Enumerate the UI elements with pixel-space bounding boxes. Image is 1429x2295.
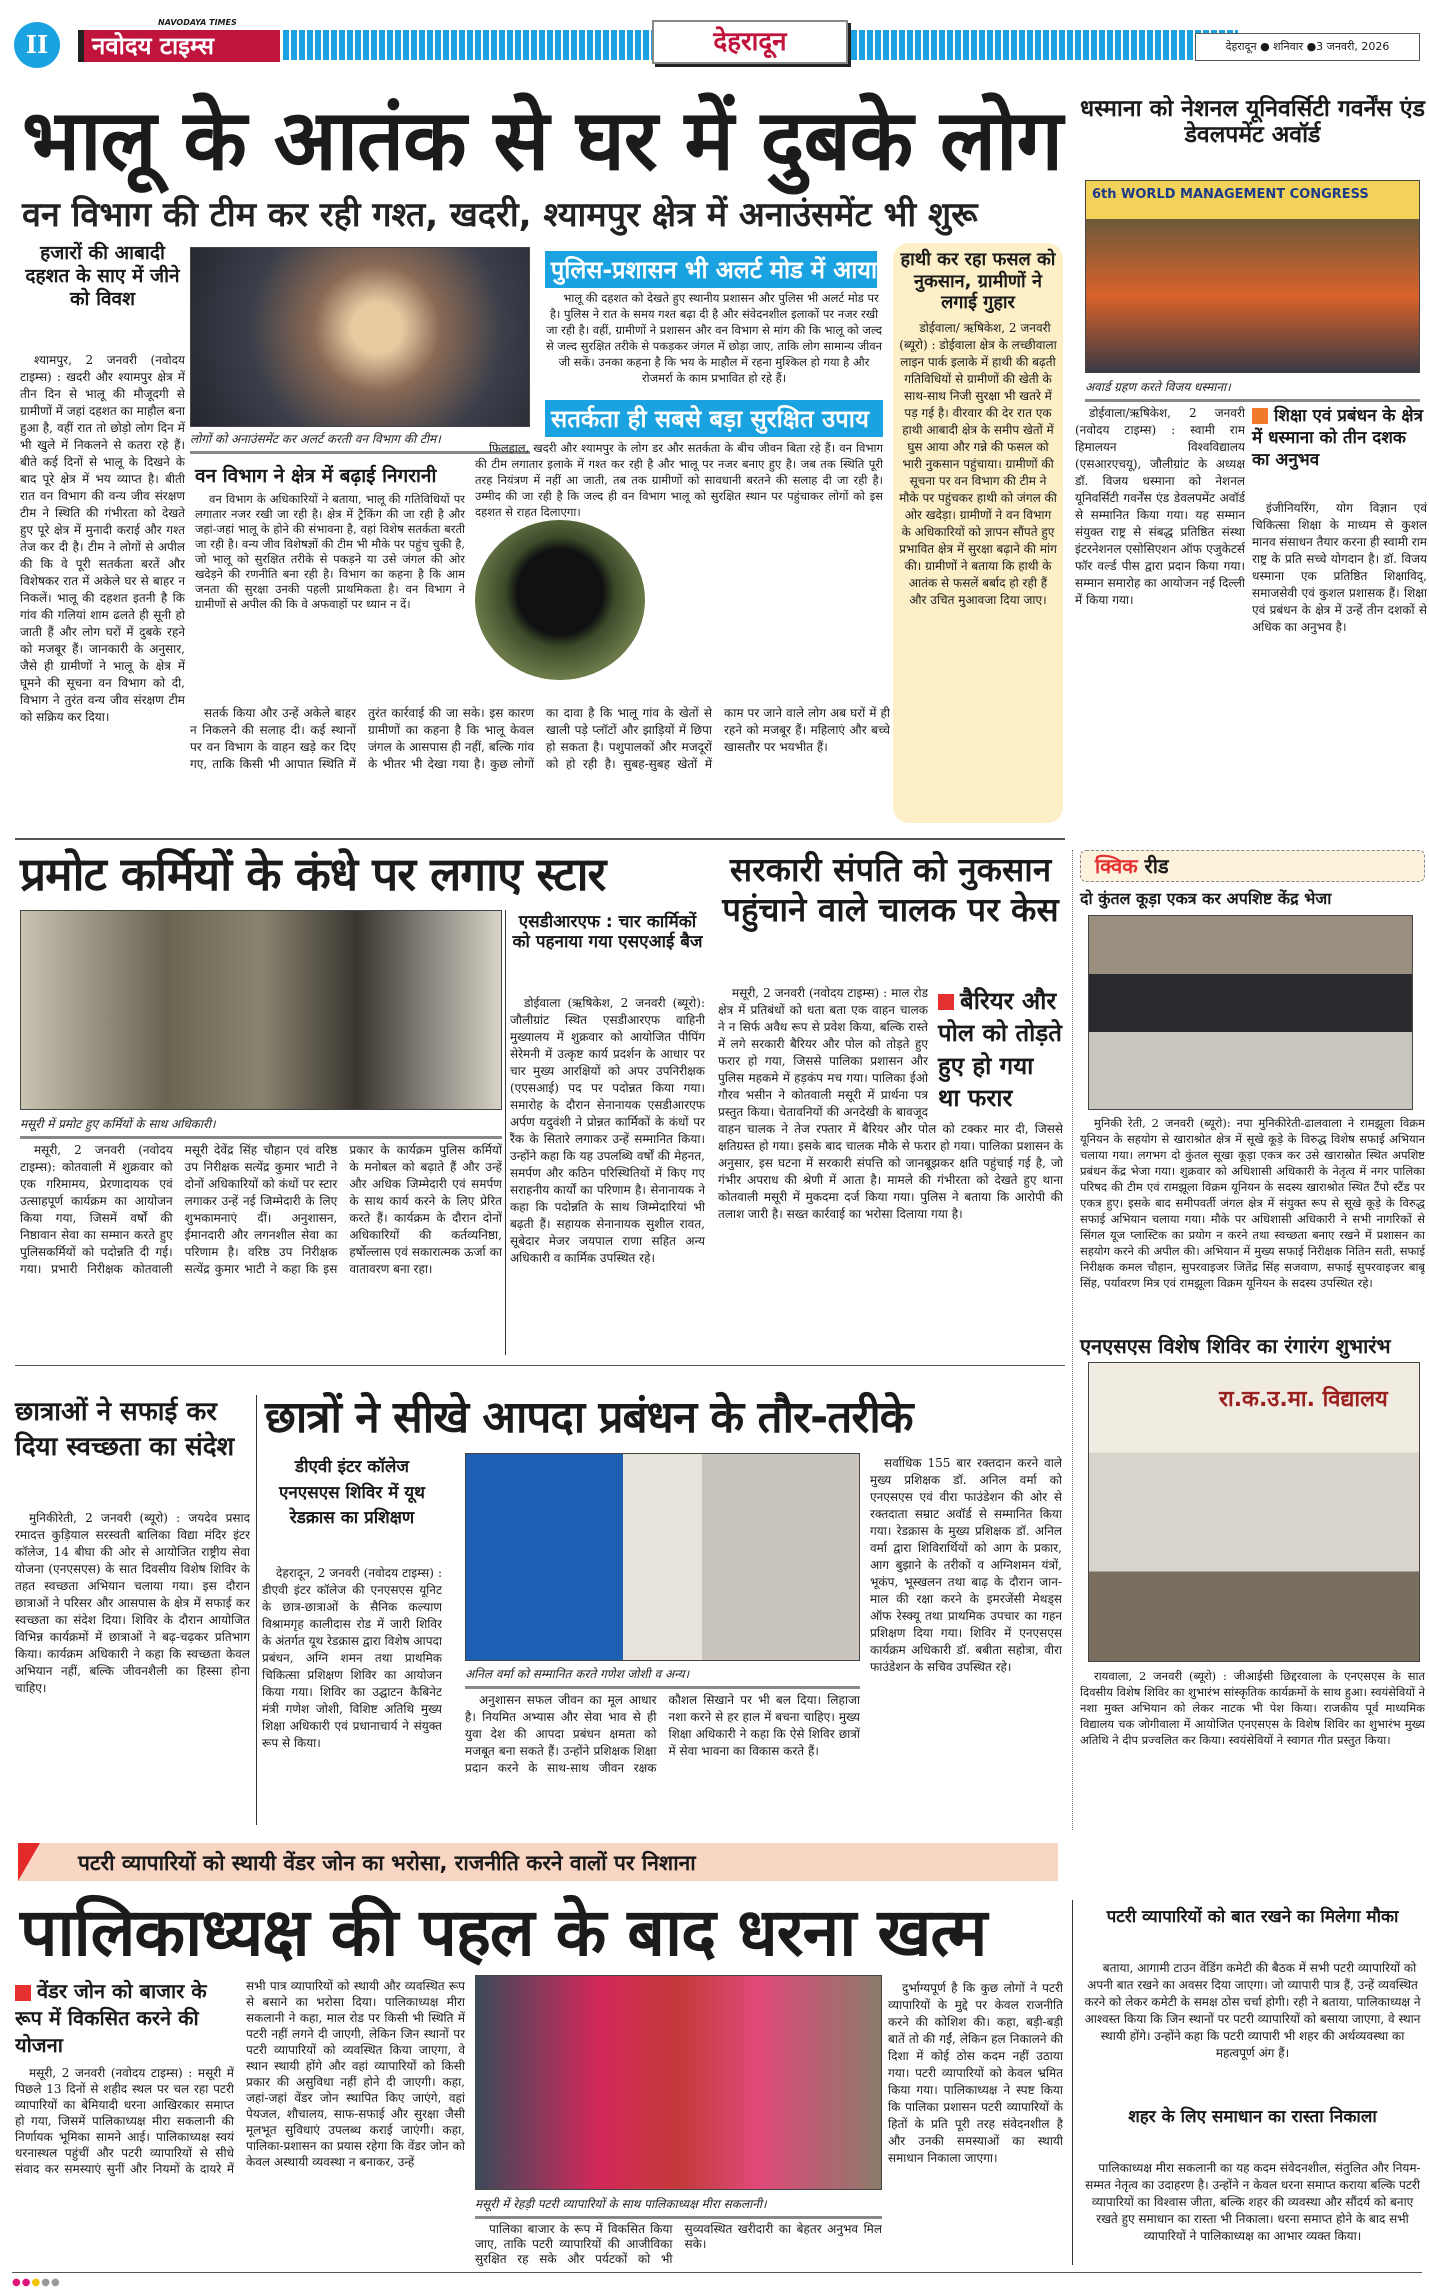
disaster-caption: अनिल वर्मा को सम्मानित करते गणेश जोशी व अन्य। <box>465 1665 860 1689</box>
main-subheadline: वन विभाग की टीम कर रही गश्त, खदरी, श्यामपुर क्षेत्र में अनाउंसमेंट भी शुरू <box>22 195 978 235</box>
award-caption: अवार्ड ग्रहण करते विजय धस्माना। <box>1085 378 1420 402</box>
elephant-box <box>893 243 1063 823</box>
vendor-banner <box>18 1843 1058 1881</box>
bear-photo <box>475 520 645 680</box>
girls-body: मुनिकीरेती, 2 जनवरी (ब्यूरो) : जयदेव प्रसाद रमादत्त कुड़ियाल सरस्वती बालिका विद्या मंदिर इंटर कॉलेज, 14 बीघा की ओर से आयोजित राष्ट्रीय सेवा योजना (एनएसएस) के सात दिवसीय विशेष शिविर के तहत स्वच्छता अभियान चलाया गया। इस दौरान छात्राओं ने परिसर और आसपास के क्षेत्र में सफाई कर स्वच्छता का संदेश दिया। शिविर के दौरान आयोजित विभिन्न कार्यक्रमों में छात्राओं ने बढ़-चढ़कर प्रतिभाग किया। कार्यक्रम अधिकारी ने कहा कि स्वच्छता केवल अभियान नहीं, बल्कि जीवनशैली का हिस्सा होना चाहिए। <box>15 1511 250 1695</box>
elephant-head: हाथी कर रहा फसल को नुकसान, ग्रामीणों ने लगाई गुहार <box>900 249 1056 314</box>
promote-body: मसूरी, 2 जनवरी (नवोदय टाइम्स): कोतवाली में शुक्रवार को एक गरिमामय, प्रेरणादायक एवं उत्साहपूर्ण कार्यक्रम का आयोजन किया गया, जिसमें वर्षों की निष्ठावान सेवा का सम्मान करते हुए पुलिसकर्मियों को पदोन्नति दी गई। गया। प्रभारी निरीक्षक कोतवाली मसूरी देवेंद्र सिंह चौहान एवं वरिष्ठ उप निरीक्षक सत्येंद्र कुमार भाटी ने दोनों अधिकारियों को कंधों पर स्टार लगाकर उन्हें नई जिम्मेदारी के लिए शुभकामनाएं दीं। अनुशासन, ईमानदारी और लगनशील सेवा का परिणाम है। वरिष्ठ उप निरीक्षक सत्येंद्र कुमार भाटी ने कहा कि इस प्रकार के कार्यक्रम पुलिस कर्मियों के मनोबल को बढ़ाते हैं और उन्हें और अधिक जिम्मेदारी एवं समर्पण के साथ कार्य करने के लिए प्रेरित करते हैं। कार्यक्रम के दौरान दोनों अधिकारियों की कर्तव्यनिष्ठा, हर्षोल्लास एवं सकारात्मक ऊर्जा का वातावरण बना रहा। <box>20 1143 502 1276</box>
caution-head: सतर्कता ही सबसे बड़ा सुरक्षित उपाय <box>545 400 883 437</box>
forest-head: वन विभाग ने क्षेत्र में बढ़ाई निगरानी <box>195 465 437 487</box>
driver-body: बैरियर और पोल को तोड़ते हुए हो गया था फरार मसूरी, 2 जनवरी (नवोदय टाइम्स) : माल रोड क्षेत्र में प्रतिबंधों को धता बता एक वाहन चालक ने न सिर्फ अवैध रूप से प्रवेश किया, बल्कि रास्ते में लगे सरकारी बैरियर और पोल को तोड़ते हुए फरार हो गया, जिससे पालिका प्रशासन और पुलिस महकमे में हड़कंप मच गया। पालिका ईओ गौरव भसीन ने कोतवाली मसूरी में प्रार्थना पत्र प्रस्तुत किया। चेतावनियों की अनदेखी के बावजूद वाहन चालक ने तेज रफ्तार में बैरियर और पोल को टक्कर मार दी, जिससे क्षतिग्रस्त हो गया। इसके बाद चालक मौके से फरार हो गया। पालिका प्रशासन के अनुसार, इस घटना में सरकारी संपत्ति को जानबूझकर क्षति पहुंचाई गई है, जो गंभीर अपराध की श्रेणी में आता है। मामले की गंभीरता को देखते हुए थाना कोतवाली मसूरी में मुकदमा दर्ज किया गया। पुलिस ने बताया कि आरोपी की तलाश जारी है। सख्त कार्रवाई का भरोसा दिलाया गया है। <box>718 986 1063 1221</box>
quick-read-head: दो कुंतल कूड़ा एकत्र कर अपशिष्ट केंद्र भेजा <box>1080 889 1332 908</box>
elephant-body: डोईवाला/ ऋषिकेश, 2 जनवरी (ब्यूरो) : डोईवाला क्षेत्र के लच्छीवाला लाइन पार्क इलाके में हाथी की बढ़ती गतिविधियों से ग्रामीणों की खेती के साथ-साथ निजी सुरक्षा भी खतरे में पड़ गई है। वीरवार की देर रात एक हाथी आबादी क्षेत्र के समीप खेतों में घुस आया और गन्ने की फसल को भारी नुकसान पहुंचाया। ग्रामीणों की सूचना पर वन विभाग की टीम ने मौके पर पहुंचकर हाथी को जंगल की ओर खदेड़ा। ग्रामीणों ने वन विभाग के अधिकारियों को ज्ञापन सौंपते हुए प्रभावित क्षेत्र में सुरक्षा बढ़ाने की मांग की। ग्रामीणों ने बताया कि हाथी के आतंक से फसलें बर्बाद हो रही हैं और उचित मुआवजा दिया जाए। <box>899 320 1057 607</box>
sdrf-body: डोईवाला (ऋषिकेश, 2 जनवरी (ब्यूरो): जौलीग्रांट स्थित एसडीआरएफ वाहिनी मुख्यालय में शुक्रवार को आयोजित पीपिंग सेरेमनी में उत्कृष्ट कार्य प्रदर्शन के आधार पर चार मुख्य आरक्षियों को अपर उपनिरीक्षक (एएसआई) पद पर पदोन्नत किया गया। समारोह के दौरान सेनानायक एसडीआरएफ अर्पण यदुवंशी ने प्रोन्नत कार्मिकों के कंधों पर रैंक के सितारे लगाकर उन्हें सम्मानित किया। उन्होंने कहा कि यह उपलब्धि वर्षों की मेहनत, समर्पण और कठिन परिस्थितियों में किए गए सराहनीय कार्यों का परिणाम है। सेनानायक ने कहा कि पदोन्नति के साथ जिम्मेदारियां भी बढ़ती हैं। सहायक सेनानायक सुशील रावत, सूबेदार मेजर जयपाल राणा सहित अन्य अधिकारी व कार्मिक उपस्थित रहे। <box>510 996 705 1265</box>
page-number-badge: II <box>14 22 60 68</box>
vendor-side-head: पटरी व्यापारियों को बात रखने का मिलेगा मौका <box>1106 1907 1399 1927</box>
quick-read-label: रीड <box>1144 854 1169 878</box>
banner-red-triangle <box>18 1843 40 1881</box>
disaster-body: देहरादून, 2 जनवरी (नवोदय टाइम्स) : डीएवी इंटर कॉलेज की एनएसएस यूनिट के छात्र-छात्राओं के सैनिक कल्याण विश्रामगृह कालीदास रोड में जारी शिविर के अंतर्गत यूथ रेडक्रास द्वारा विशेष आपदा प्रबंधन, अग्नि शमन तथा प्राथमिक चिकित्सा प्रशिक्षण शिविर का आयोजन किया गया। शिविर का उद्घाटन कैबिनेट मंत्री गणेश जोशी, विशिष्ट अतिथि मुख्य शिक्षा अधिकारी एवं प्रधानाचार्य ने संयुक्त रूप से किया। <box>262 1566 442 1750</box>
vendor-headline: पालिकाध्यक्ष की पहल के बाद धरना खत्म <box>20 1894 987 1971</box>
school-sign: रा.क.उ.मा. विद्यालय <box>1219 1387 1388 1412</box>
footer-rule <box>12 2272 1422 2273</box>
bear-side-body: श्यामपुर, 2 जनवरी (नवोदय टाइम्स) : खदरी और श्यामपुर क्षेत्र में तीन दिन से भालू की मौजूदगी से ग्रामीणों में जहां दहशत का माहौल बना हुआ है, वहीं रात तो छोड़ो लोग दिन में भी खुले में निकलने से कतरा रहे हैं। बीते कई दिनों से भालू के दिखने के बाद पूरे क्षेत्र में भय व्याप्त है। बीती रात वन विभाग की वन्य जीव संरक्षण टीम ने स्थिति की गंभीरता को देखते हुए पूरे क्षेत्र में मुनादी कराई और गश्त तेज कर दी है। टीम ने लोगों से अपील की कि वे पूरी सतर्कता बरतें और विशेषकर रात में अकेले घर से बाहर न निकलें। भालू की दहशत इतनी है कि गांव की गलियां शाम ढलते ही सूनी हो जाती हैं और लोग घरों में दुबके रहने को मजबूर हैं। जानकारी के अनुसार, जैसे ही ग्रामीणों ने भालू के क्षेत्र में घूमने की सूचना वन विभाग को दी, विभाग ने तुरंत वन्य जीव संरक्षण टीम को सक्रिय कर दिया। <box>20 353 185 724</box>
divider <box>15 1365 1065 1366</box>
quick-read-accent: क्विक <box>1095 854 1138 878</box>
disaster-photo <box>465 1453 860 1661</box>
forest-team-photo-caption: लोगों को अनाउंसमेंट कर अलर्ट करती वन विभाग की टीम। <box>190 430 530 454</box>
quick-read-box <box>1080 850 1425 882</box>
girls-head: छात्राओं ने सफाई कर दिया स्वच्छता का संदेश <box>15 1397 235 1463</box>
sdrf-head: एसडीआरएफ : चार कार्मिकों को पहनाया गया एसएआई बैज <box>512 912 703 953</box>
promote-photo <box>20 910 502 1110</box>
forest-team-photo <box>190 247 530 427</box>
driver-pullquote: बैरियर और पोल को तोड़ते हुए हो गया था फरार <box>938 987 1062 1113</box>
vendor-caption: मसूरी में रेहड़ी पटरी व्यापारियों के साथ पालिकाध्यक्ष मीरा सकलानी। <box>475 2195 882 2219</box>
nss-head: एनएसएस विशेष शिविर का रंगारंग शुभारंभ <box>1080 1334 1391 1358</box>
column-rule <box>256 1395 257 1825</box>
column-rule <box>505 910 506 1355</box>
dateline: देहरादून ● शनिवार ●3 जनवरी, 2026 <box>1195 33 1420 61</box>
registration-dots: ●●●●● <box>12 2277 61 2288</box>
main-headline: भालू के आतंक से घर में दुबके लोग <box>22 91 1062 189</box>
disaster-body2: सर्वाधिक 155 बार रक्तदान करने वाले मुख्य प्रशिक्षक डॉ. अनिल वर्मा को एनएसएस एवं वीरा फाउंडेशन की ओर से रक्तदाता सम्राट अवॉर्ड से सम्मानित किया गया। रेडक्रास के मुख्य प्रशिक्षक डॉ. अनिल वर्मा द्वारा शिविरार्थियों को आग के प्रकार, आग बुझाने के तरीकों व अग्निशमन यंत्रों, भूकंप, भूस्खलन तथा बाढ़ के दौरान जान-माल की रक्षा करने के इमरजेंसी मेथड्स ऑफ रेस्क्यू तथा प्राथमिक उपचार का गहन प्रशिक्षण दिया गया। शिविर में एनएसएस कार्यक्रम अधिकारी डॉ. बबीता सहोत्रा, वीरा फाउंडेशन के सचिव उपस्थित रहे। <box>870 1456 1062 1674</box>
vendor-side-head2: शहर के लिए समाधान का रास्ता निकाला <box>1128 2107 1377 2127</box>
vendor-pullquote: वेंडर जोन को बाजार के रूप में विकसित करने की योजना <box>15 1979 207 2057</box>
forest-body: वन विभाग के अधिकारियों ने बताया, भालू की गतिविधियों पर लगातार नजर रखी जा रही है। क्षेत्र में ट्रैकिंग की जा रही है और जहां-जहां भालू के होने की संभावना है, वहां विशेष सतर्कता बरती जा रही है। वन्य जीव विशेषज्ञों की टीम भी मौके पर पहुंच चुकी है, जो भालू को सुरक्षित तरीके से पकड़ने या उसे जंगल की ओर खदेड़ने की रणनीति बना रही है। विभाग का कहना है कि आम जनता की सुरक्षा उनकी पहली प्राथमिकता है। वन विभाग ने ग्रामीणों से अपील की कि वे अफवाहों पर ध्यान न दें। <box>195 492 465 611</box>
police-body: भालू की दहशत को देखते हुए स्थानीय प्रशासन और पुलिस भी अलर्ट मोड पर है। पुलिस ने रात के समय गश्त बढ़ा दी है और संवेदनशील इलाकों पर नजर रखी जा रही है। वहीं, ग्रामीणों ने प्रशासन और वन विभाग से मांग की कि भालू को जल्द से जल्द सुरक्षित तरीके से पकड़कर जंगल में छोड़ा जाए, ताकि लोग सामान्य जीवन जी सकें। उनका कहना है कि भय के माहौल में रहना मुश्किल हो गया है और रोजमर्रा के काम प्रभावित हो रहे हैं। <box>545 291 883 385</box>
nss-photo <box>1088 1362 1420 1662</box>
divider <box>15 838 1065 840</box>
disaster-subhead: डीएवी इंटर कॉलेज एनएसएस शिविर में यूथ रेडक्रास का प्रशिक्षण <box>278 1457 426 1528</box>
vendor-photo <box>475 1975 882 2190</box>
column-rule <box>1072 1900 1073 2265</box>
dhasmana-body2: इंजीनियरिंग, योग विज्ञान एवं चिकित्सा शिक्षा के माध्यम से कुशल मानव संसाधन तैयार करना ही स्वामी राम राष्ट्र के प्रति सच्चे योगदान है। डॉ. विजय धस्माना एक प्रतिष्ठित शिक्षाविद्, समाजसेवी एवं कुशल प्रशासक हैं। शिक्षा एवं प्रबंधन के क्षेत्र में उन्हें तीन दशकों से अधिक का अनुभव है। <box>1252 501 1427 634</box>
award-banner-text: 6th WORLD MANAGEMENT CONGRESS <box>1092 187 1369 202</box>
promote-headline: प्रमोट कर्मियों के कंधे पर लगाए स्टार <box>20 847 606 901</box>
dhasmana-subhead: शिक्षा एवं प्रबंधन के क्षेत्र में धस्माना को तीन दशक का अनुभव <box>1252 406 1423 471</box>
promote-caption: मसूरी में प्रमोट हुए कर्मियों के साथ अधिकारी। <box>20 1115 502 1139</box>
nss-body: रायवाला, 2 जनवरी (ब्यूरो) : जीआईसी छिद्दरवाला के एनएसएस के सात दिवसीय विशेष शिविर का शुभारंभ सांस्कृतिक कार्यक्रमों के साथ हुआ। स्वयंसेवियों ने नशा मुक्त अभियान को लेकर नाटक भी पेश किया। राजकीय पूर्व माध्यमिक विद्यालय चक जोगीवाला में आयोजित एनएसएस के विशेष शिविर का शुभारंभ मुख्य अतिथि ने दीप प्रज्वलित कर किया। स्वयंसेवियों ने स्वागत गीत प्रस्तुत किया। <box>1080 1669 1425 1747</box>
caution-body: फिलहाल, खदरी और श्यामपुर के लोग डर और सतर्कता के बीच जीवन बिता रहे हैं। वन विभाग की टीम लगातार इलाके में गश्त कर रही है और भालू पर नजर बनाए हुए है। जब तक स्थिति पूरी तरह नियंत्रण में नहीं आ जाती, तब तक ग्रामीणों को सावधानी बरतने की सलाह दी जा रही है। उम्मीद की जा रही है कि जल्द ही वन विभाग भालू को सुरक्षित स्थान पर पहुंचाकर लोगों को इस दहशत से राहत दिलाएगा। <box>475 440 883 702</box>
driver-headline: सरकारी संपति को नुकसान पहुंचाने वाले चालक पर केस <box>722 850 1059 929</box>
vendor-body: वेंडर जोन को बाजार के रूप में विकसित करने की योजना मसूरी, 2 जनवरी (नवोदय टाइम्स) : मसूरी में पिछले 13 दिनों से शहीद स्थल पर चल रहा पटरी व्यापारियों का बेमियादी धरना आखिरकार समाप्त हो गया, जिसमें पालिकाध्यक्ष मीरा सकलानी की निर्णायक भूमिका सामने आई। पालिकाध्यक्ष स्वयं धरनास्थल पहुंचीं और पटरी व्यापारियों से सीधे संवाद कर समस्याएं सुनीं और नियमों के दायरे में सभी पात्र व्यापारियों को स्थायी और व्यवस्थित रूप से बसाने का भरोसा दिया। पालिकाध्यक्ष मीरा सकलानी ने कहा, माल रोड पर किसी भी स्थिति में पटरी नहीं लगने दी जाएगी, लेकिन जिन स्थानों पर पटरी व्यापारियों को व्यवस्थित किया जाएगा, वे स्थान स्थायी होंगे और वहां व्यापारियों को किसी प्रकार की असुविधा नहीं होने दी जाएगी। कहा, जहां-जहां वेंडर जोन स्थापित किए जाएंगे, वहां पेयजल, शौचालय, साफ-सफाई और सुरक्षा जैसी मूलभूत सुविधाएं उपलब्ध कराई जाएंगी। कहा, पालिका-प्रशासन का प्रयास रहेगा कि वेंडर जोन को केवल अस्थायी व्यवस्था न बनाकर, उन्हें <box>15 1979 465 2176</box>
award-photo <box>1085 180 1420 373</box>
bear-side-head: हजारों की आबादी दहशत के साए में जीने को विवश <box>25 242 180 310</box>
dhasmana-body: डोईवाला/ऋषिकेश, 2 जनवरी (नवोदय टाइम्स) : स्वामी राम हिमालयन विश्वविद्यालय (एसआरएचयू), जौलीग्रांट के अध्यक्ष डॉ. विजय धस्माना को नेशनल यूनिवर्सिटी गवर्नेंस एंड डेवलपमेंट अवॉर्ड से सम्मानित किया गया। यह सम्मान संयुक्त राष्ट्र से संबद्ध प्रतिष्ठित संस्था इंटरनेशनल एसोसिएशन ऑफ एजुकेटर्स फॉर वर्ल्ड पीस द्वारा प्रदान किया गया। सम्मान समारोह का आयोजन नई दिल्ली में किया गया। <box>1075 406 1245 607</box>
dhasmana-headline: धस्माना को नेशनल यूनिवर्सिटी गवर्नेंस एंड डेवलपमेंट अवॉर्ड <box>1080 96 1425 149</box>
section-label: देहरादून <box>652 20 848 64</box>
masthead-logo: नवोदय टाइम्स <box>78 30 280 62</box>
vendor-side-body2: पालिकाध्यक्ष मीरा सकलानी का यह कदम संवेदनशील, संतुलित और नियम-सम्मत नेतृत्व का उदाहरण है। उन्होंने न केवल धरना समाप्त कराया बल्कि पटरी व्यापारियों का विश्वास जीता, बल्कि शहर की व्यवस्था और सौंदर्य को बनाए रखते हुए समाधान का रास्ता भी निकाला। धरना समाप्त होने के बाद सभी व्यापारियों ने पालिकाध्यक्ष का आभार व्यक्त किया। <box>1085 2161 1421 2243</box>
vendor-banner-text: पटरी व्यापारियों को स्थायी वेंडर जोन का भरोसा, राजनीति करने वालों पर निशाना <box>78 1851 696 1875</box>
police-head: पुलिस-प्रशासन भी अलर्ट मोड में आया <box>545 251 877 288</box>
bear-lower-body: सतर्क किया और उन्हें अकेले बाहर न निकलने की सलाह दी। कई स्थानों पर वन विभाग के वाहन खड़े कर दिए गए, ताकि किसी भी आपात स्थिति में तुरंत कार्रवाई की जा सके। इस कारण ग्रामीणों का कहना है कि भालू केवल जंगल के आसपास ही नहीं, बल्कि गांव के भीतर भी देखा गया है। कुछ लोगों का दावा है कि भालू गांव के खेतों से खाली पड़े प्लॉटों और झाड़ियों में छिपा हो सकता है। पशुपालकों और मजदूरों को हो रही है। सुबह-सुबह खेतों में काम पर जाने वाले लोग अब घरों में ही रहने को मजबूर हैं। महिलाएं और बच्चे खासतौर पर भयभीत हैं। <box>190 706 890 771</box>
vendor-body-right: दुर्भाग्यपूर्ण है कि कुछ लोगों ने पटरी व्यापारियों के मुद्दे पर केवल राजनीति करने की कोशिश की। कहा, बड़ी-बड़ी बातें तो की गईं, लेकिन हल निकालने की दिशा में कोई ठोस कदम नहीं उठाया गया। पटरी व्यापारियों को केवल भ्रमित किया गया। पालिकाध्यक्ष ने स्पष्ट किया कि पालिका प्रशासन पटरी व्यापारियों के हितों के प्रति पूरी तरह संवेदनशील है और उनकी समस्याओं का स्थायी समाधान निकाला जाएगा। <box>888 1981 1063 2165</box>
disaster-headline: छात्रों ने सीखे आपदा प्रबंधन के तौर-तरीके <box>265 1392 913 1443</box>
dotted-rule <box>1072 850 1073 1830</box>
quick-read-body: मुनिकी रेती, 2 जनवरी (ब्यूरो): नपा मुनिकीरेती-ढालवाला ने रामझूला विक्रम यूनियन के सहयोग से खाराश्रोत क्षेत्र में सूखे कूड़े के विरुद्ध विशेष सफाई अभियान चलाया गया। लगभग दो कुंतल सूखा कूड़ा एकत्र कर उसे खारास्रोत स्थित अपशिष्ट प्रबंधन केंद्र भेजा गया। शुक्रवार को अधिशासी अधिकारी के नेतृत्व में नगर पालिका परिषद की टीम एवं रामझूला विक्रम यूनियन के सदस्य खाराश्रोत स्थित टैंपो स्टैंड पर एकत्र हुए। इसके बाद समीपवर्ती जंगल क्षेत्र में संयुक्त रूप से सूखे कूड़े के विरुद्ध सफाई अभियान चलाया गया। मौके पर अधिशासी अधिकारी ने सभी नागरिकों से सिंगल यूज प्लास्टिक का प्रयोग न करने तथा स्वच्छता बनाए रखने में प्रशासन का सहयोग करने की अपील की। अभियान में मुख्य सफाई निरीक्षक नितिन सती, सफाई निरीक्षक कमल चौहान, सुपरवाइजर जितेंद्र सिंह सजवाण, सफाई सुपरवाइजर बाबू सिंह, पर्यावरण मित्र एवं रामझूला विक्रम यूनियन के सदस्य उपस्थित रहे। <box>1080 1116 1425 1290</box>
disaster-body3: अनुशासन सफल जीवन का मूल आधार है। नियमित अभ्यास और सेवा भाव से ही युवा देश की आपदा प्रबंधन क्षमता को मजबूत बना सकते हैं। उन्होंने प्रशिक्षक शिक्षा प्रदान करने के साथ-साथ जीवन रक्षक कौशल सिखाने पर भी बल दिया। लिहाजा नशा करने से हर हाल में बचना चाहिए। मुख्य शिक्षा अधिकारी ने कहा कि ऐसे शिविर छात्रों में सेवा भावना का विकास करते हैं। <box>465 1693 860 1775</box>
cleanup-photo <box>1088 915 1413 1110</box>
masthead-small: NAVODAYA TIMES <box>158 18 237 27</box>
vendor-body-below: पालिका बाजार के रूप में विकसित किया जाए, ताकि पटरी व्यापारियों की आजीविका सुरक्षित रह सके और पर्यटकों को भी सुव्यवस्थित खरीदारी का बेहतर अनुभव मिल सके। <box>475 2222 882 2266</box>
vendor-side-body: बताया, आगामी टाउन वेंडिंग कमेटी की बैठक में सभी पटरी व्यापारियों को अपनी बात रखने का अवसर दिया जाएगा। जो व्यापारी पात्र हैं, उन्हें व्यवस्थित करने को लेकर कमेटी के समक्ष ठोस चर्चा होगी। रही ने बताया, पालिकाध्यक्ष ने आश्वस्त किया कि जिन स्थानों पर पटरी व्यापारियों को बसाया जाएगा, वे स्थान स्थायी होंगे। उन्होंने कहा कि पटरी व्यापारी भी शहर की अर्थव्यवस्था का महत्वपूर्ण अंग हैं। <box>1084 1961 1421 2060</box>
